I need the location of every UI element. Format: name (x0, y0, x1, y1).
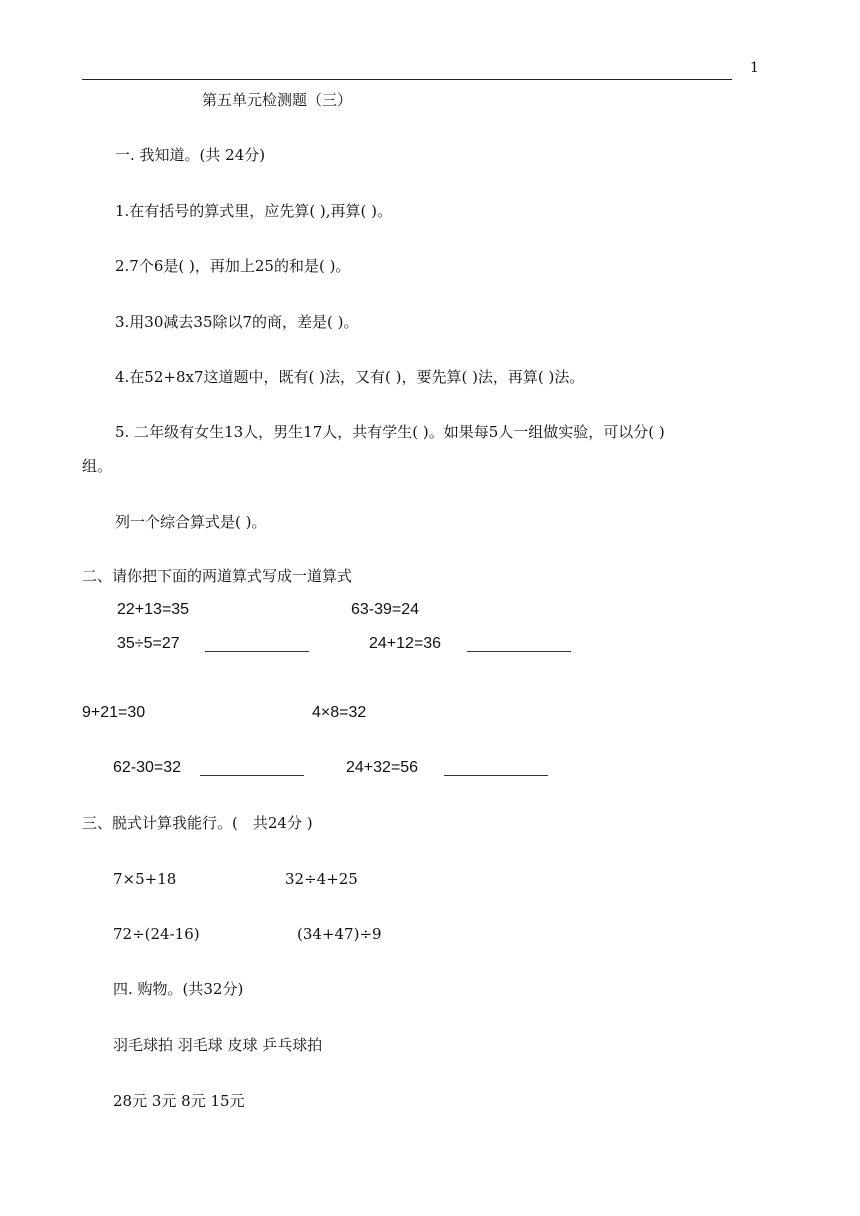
page-number: 1 (750, 60, 759, 76)
answer-blank-1 (205, 651, 309, 652)
equation-group3-a: 9+21=30 (82, 704, 146, 721)
expression-1: 7×5+18 (113, 870, 177, 888)
header-rule (82, 79, 732, 80)
question-2: 2.7个6是( )，再加上25的和是( )。 (115, 257, 351, 275)
answer-blank-2 (467, 651, 571, 652)
answer-blank-4 (444, 775, 548, 776)
equation-group4-a: 4×8=32 (312, 704, 367, 721)
expression-2: 32÷4+25 (285, 870, 358, 888)
question-4: 4.在52+8x7这道题中，既有( )法，又有( )，要先算( )法，再算( )法。 (115, 368, 585, 386)
section2-heading: 二、请你把下面的两道算式写成一道算式 (82, 567, 353, 585)
question-3: 3.用30减去35除以7的商，差是( )。 (115, 313, 359, 331)
section1-heading: 一. 我知道。(共 24分) (115, 146, 266, 164)
shopping-prices: 28元 3元 8元 15元 (113, 1092, 245, 1110)
question-5-line2: 组。 (82, 457, 113, 475)
section3-heading: 三、脱式计算我能行。( 共24分 ) (82, 814, 313, 832)
question-5-line3: 列一个综合算式是( )。 (115, 513, 267, 531)
page-title: 第五单元检测题（三） (202, 91, 353, 109)
equation-group4-b: 24+32=56 (346, 759, 419, 776)
answer-blank-3 (200, 775, 304, 776)
expression-3: 72÷(24-16) (113, 925, 200, 943)
expression-4: (34+47)÷9 (297, 925, 382, 943)
question-5-line1: 5. 二年级有女生13人，男生17人，共有学生( )。如果每5人一组做实验，可以分( ) (115, 423, 665, 441)
question-1: 1.在有括号的算式里，应先算( ),再算( )。 (115, 202, 393, 220)
section4-heading: 四. 购物。(共32分) (113, 980, 244, 998)
equation-group2-b: 24+12=36 (369, 635, 442, 652)
equation-group1-a: 22+13=35 (117, 601, 190, 618)
equation-group2-a: 63-39=24 (351, 601, 420, 618)
equation-group1-b: 35÷5=27 (117, 635, 180, 652)
shopping-items: 羽毛球拍 羽毛球 皮球 乒乓球拍 (113, 1036, 323, 1054)
equation-group3-b: 62-30=32 (113, 759, 182, 776)
